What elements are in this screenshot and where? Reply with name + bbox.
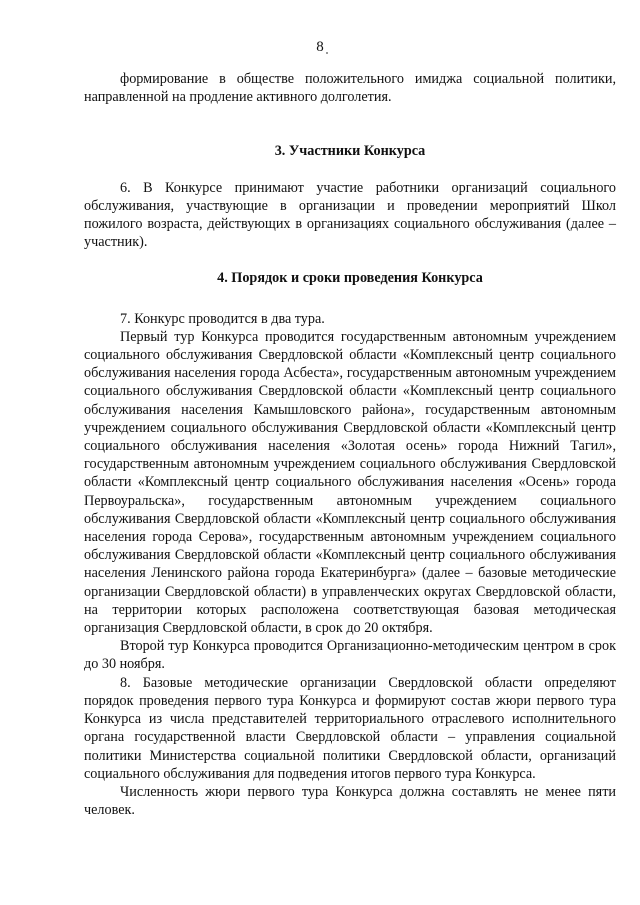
section-3-heading: 3. Участники Конкурса — [274, 143, 426, 160]
page-number: 8 — [316, 39, 324, 55]
paragraph-7-first-tour: Первый тур Конкурса проводится государственным автономным учреждением социального обслуживания Свердловской области «Комплексный центр социального обслуживания населения города Асбеста», государственным автономным учреждением социального обслуживания Свердловской области «Комплексный центр социального обслуживания населения Камышловского района», государственным автономным учреждением социального обслуживания Свердловской области «Комплексный центр социального обслуживания населения «Золотая осень» города Нижний Тагил», государственным автономным учреждением социального обслуживания Свердловской области «Комплексный центр социального обслуживания населения «Осень» города Первоуральска», государственным автономным учреждением социального обслуживания Свердловской области «Комплексный центр социального обслуживания населения города Серова», государственным автономным учреждением социального обслуживания Свердловской области «Комплексный центр социального обслуживания населения Ленинского района города Екатеринбурга» (далее – базовые методические организации Свердловской области) в управленческих округах Свердловской области, на территории которых расположена соответствующая базовая методическая организация Свердловской области, в срок до 20 октября. — [84, 328, 616, 637]
paragraph-8-jury: Численность жюри первого тура Конкурса должна составлять не менее пяти человек. — [84, 783, 616, 819]
intro-paragraph: формирование в обществе положительного имиджа социальной политики, направленной на продление активного долголетия. — [84, 71, 616, 106]
page-content — [84, 70, 616, 819]
paragraph-6: 6. В Конкурсе принимают участие работники организаций социального обслуживания, участвующие в организации и проведении мероприятий Школ пожилого возраста, действующих в организациях социального обслуживания (далее – участник). — [84, 179, 616, 251]
paragraph-7: 7. Конкурс проводится в два тура. — [120, 310, 325, 327]
section-4-heading: 4. Порядок и сроки проведения Конкурса — [217, 270, 483, 287]
paragraph-7-second-tour: Второй тур Конкурса проводится Организационно-методическим центром в срок до 30 ноября. — [84, 638, 616, 673]
paragraph-8: 8. Базовые методические организации Свердловской области определяют порядок проведения первого тура Конкурса и формируют состав жюри первого тура Конкурса из числа представителей территориального отраслевого исполнительного органа государственной власти Свердловской области – управления социальной политики Министерства социальной политики Свердловской области, организаций социального обслуживания для подведения итогов первого тура Конкурса. — [84, 674, 616, 782]
